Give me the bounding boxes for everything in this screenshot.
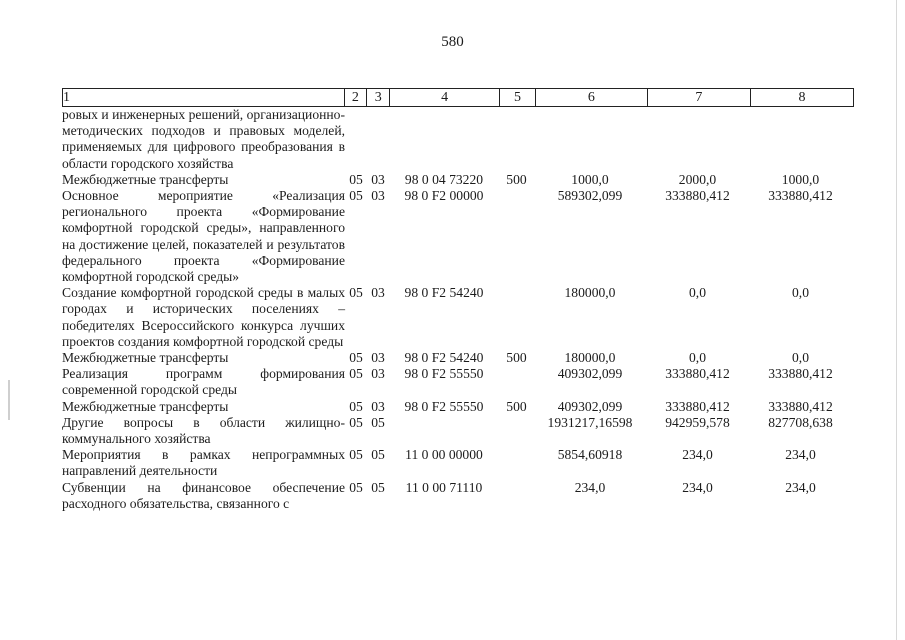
amount-col-8: 1000,0: [781, 171, 820, 187]
expense-type-code: 500: [506, 171, 527, 187]
row-name: Реализация программ формирования современной городской среды: [62, 366, 345, 398]
amount-col-6: 589302,099: [557, 188, 623, 204]
amount-col-7: 0,0: [689, 350, 706, 366]
amount-col-7: 234,0: [682, 479, 713, 495]
subsection-code: 03: [371, 398, 385, 414]
target-article-code: 98 0 F2 55550: [404, 366, 484, 382]
target-article-code: 98 0 F2 54240: [404, 285, 484, 301]
table-row: [62, 447, 852, 479]
subsection-code: 03: [371, 188, 385, 204]
subsection-code: 03: [371, 350, 385, 366]
target-article-code: 98 0 04 73220: [404, 171, 484, 187]
table-row: [62, 399, 852, 415]
amount-col-7: 333880,412: [665, 398, 730, 414]
amount-col-8: 333880,412: [768, 188, 833, 204]
table-row: [62, 188, 852, 285]
amount-col-8: 0,0: [792, 285, 809, 301]
target-article-code: 98 0 F2 00000: [404, 188, 484, 204]
target-article-code: 11 0 00 71110: [405, 479, 483, 495]
section-code: 05: [349, 171, 363, 187]
amount-col-7: 942959,578: [665, 414, 730, 430]
amount-col-8: 0,0: [792, 350, 809, 366]
header-col-3: 3: [367, 89, 390, 106]
subsection-code: 05: [371, 447, 385, 463]
amount-col-6: 180000,0: [564, 285, 616, 301]
scan-edge: [896, 0, 897, 640]
subsection-code: 03: [371, 366, 385, 382]
section-code: 05: [349, 398, 363, 414]
section-code: 05: [349, 447, 363, 463]
target-article-code: 98 0 F2 54240: [404, 350, 484, 366]
table-row: [62, 107, 852, 172]
amount-col-6: 409302,099: [557, 398, 623, 414]
row-name: Другие вопросы в области жилищно-коммунального хозяйства: [62, 414, 345, 447]
amount-col-8: 333880,412: [768, 398, 833, 414]
row-name: Основное мероприятие «Реализация регионального проекта «Формирование комфортной городской среды», направленного на достижение целей, показателей и результатов федерального проекта «Формирование комфортной городской среды»: [62, 188, 345, 285]
subsection-code: 03: [371, 285, 385, 301]
table-header: [62, 88, 854, 107]
amount-col-8: 234,0: [785, 479, 816, 495]
table-row: [62, 350, 852, 366]
table-row: [62, 172, 852, 188]
expense-type-code: 500: [506, 350, 527, 366]
header-col-1: 1: [63, 89, 345, 106]
row-name: Межбюджетные трансферты: [62, 350, 229, 366]
header-col-6: 6: [536, 89, 648, 106]
amount-col-8: 234,0: [785, 447, 816, 463]
amount-col-6: 5854,60918: [557, 447, 623, 463]
header-col-8: 8: [798, 90, 806, 105]
subsection-code: 05: [371, 479, 385, 495]
row-name: Межбюджетные трансферты: [62, 398, 229, 414]
scan-mark: [8, 380, 10, 420]
page-number: 580: [441, 34, 464, 50]
row-name: Межбюджетные трансферты: [62, 171, 229, 187]
amount-col-8: 827708,638: [768, 414, 833, 430]
row-name: Мероприятия в рамках непрограммных направлений деятельности: [62, 447, 345, 479]
subsection-code: 05: [371, 414, 385, 430]
header-col-7: 7: [648, 89, 751, 106]
amount-col-6: 234,0: [574, 479, 606, 495]
subsection-code: 03: [371, 171, 385, 187]
section-code: 05: [349, 479, 363, 495]
expense-type-code: 500: [506, 398, 527, 414]
amount-col-7: 333880,412: [665, 366, 730, 382]
row-name: ровых и инженерных решений, организационно-методических подходов и правовых моделей, применяемых для цифрового преобразования в области городского хозяйства: [62, 107, 345, 171]
amount-col-6: 1931217,16598: [547, 414, 633, 430]
section-code: 05: [349, 188, 363, 204]
section-code: 05: [349, 414, 363, 430]
table-row: [62, 480, 852, 512]
table-row: [62, 366, 852, 398]
section-code: 05: [349, 366, 363, 382]
row-name: Создание комфортной городской среды в малых городах и исторических поселениях – победителях Всероссийского конкурса лучших проектов создания комфортной городской среды: [62, 285, 345, 349]
amount-col-7: 2000,0: [678, 171, 717, 187]
header-col-2: 2: [345, 89, 368, 106]
table-row: [62, 415, 852, 447]
amount-col-6: 409302,099: [557, 366, 623, 382]
amount-col-6: 1000,0: [571, 171, 609, 187]
amount-col-7: 333880,412: [665, 188, 730, 204]
header-col-4: 4: [390, 89, 500, 106]
amount-col-8: 333880,412: [768, 366, 833, 382]
section-code: 05: [349, 350, 363, 366]
amount-col-7: 234,0: [682, 447, 713, 463]
table-row: [62, 285, 852, 350]
target-article-code: 11 0 00 00000: [405, 447, 483, 463]
section-code: 05: [349, 285, 363, 301]
amount-col-6: 180000,0: [564, 350, 616, 366]
target-article-code: 98 0 F2 55550: [404, 398, 484, 414]
row-name: Субвенции на финансовое обеспечение расходного обязательства, связанного с: [62, 479, 345, 511]
table-body: [62, 107, 852, 512]
header-col-5: 5: [500, 89, 536, 106]
amount-col-7: 0,0: [689, 285, 706, 301]
